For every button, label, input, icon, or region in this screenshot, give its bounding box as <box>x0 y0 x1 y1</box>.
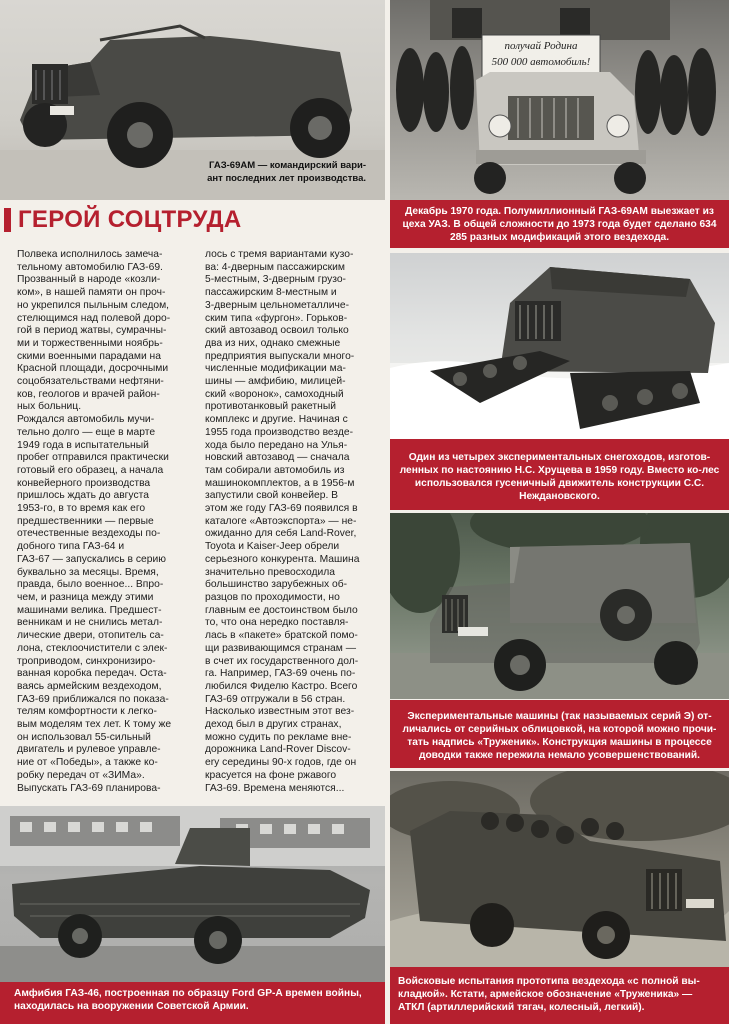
article-column-2: лось с тремя вариантами кузо- ва: 4-дверным пассажирским 5-местным, 3-дверным грузо- пассажирским 8-местным и 3-дверным цельнометалличе- ским типа «фургон». Горьков- ский автозавод освоил только два из них, однако смежные предприятия выпускали много- численные модификации ма- шины — амфибию, милицей- ский «воронок», самоходный противотанковый ракетный комплекс и другие. Начиная с 1955 года производство везде- хода было передано на Улья- новский автозавод — сначала там собирали автомобиль из машинокомплектов, а в 1956-м запустили свой конвейер. В этом же году ГАЗ-69 появился в каталоге «Автоэкспорта» — не- ожиданно для себя Land-Rover, Toyota и Kaiser-Jeep обрели серьезного конкурента. Машина значительно превосходила большинство зарубежных об- разцов по проходимости, но главным ее достоинством было то, что она нередко поставля- лась в «пакете» братской помо- щи развивающимся странам — в счет их государственного дол- га. Например, ГАЗ-69 очень по- любился Фиделю Кастро. Всего ГАЗ-69 отгружали в 56 стран. Насколько известным этот вез- деход был в других странах, можно судить по рекламе вне- дорожника Land-Rover Discov- ery середины 90-х годов, где он красуется на фоне ржавого ГАЗ-69. Времена меняются... <box>205 249 360 794</box>
photo-snowmobile <box>390 253 729 439</box>
amphibian-illustration <box>0 806 385 982</box>
photo-amphibian <box>0 806 385 982</box>
banner-line-1: получай Родина <box>504 40 578 52</box>
article-headline <box>4 206 384 236</box>
snowmobile-illustration <box>390 253 729 439</box>
caption-military-trials: Войсковые испытания прототипа вездехода «с полной вы-кладкой». Кстати, армейское обозначение «Труженика» — АТКЛ (артиллерийский тягач, колесный, легкий). <box>390 967 729 1024</box>
military-trials-illustration <box>390 771 729 967</box>
photo-december-1970 <box>390 0 729 200</box>
caption-experimental: Экспериментальные машины (так называемых серий Э) от-личались от серийных облицовкой, на которой можно прочи-тать надпись «Труженик». Конструкция машины в процессе доводки также пережила немало усовершенствований. <box>390 700 729 768</box>
caption-snowmobile: Один из четырех экспериментальных снегоходов, изготов-ленных по настоянию Н.С. Хрущева в 1959 году. Вместо ко-лес использовался гусеничный движитель конструкции С.С. Неждановского. <box>390 439 729 510</box>
caption-december-1970: Декабрь 1970 года. Полумиллионный ГАЗ-69АМ выезжает из цеха УАЗ. В общей сложности до 1973 года будет сделано 634 285 разных модификаций этого вездехода. <box>390 200 729 248</box>
article-title: ГЕРОЙ СОЦТРУДА <box>18 206 242 233</box>
article-column-1: Полвека исполнилось замеча- тельному автомобилю ГАЗ-69. Прозванный в народе «козли- ком», в нашей памяти он проч- но укрепился пыльным следом, стелющимся над полевой доро- гой в период жатвы, сумрачны- ми и торжественными ноябрь- скими военными парадами на Красной площади, досрочными соцобязательствами нефтяни- ков, геологов и врачей район- ных больниц. Рождался автомобиль мучи- тельно долго — еще в марте 1949 года в испытательный пробег отправился практически готовый его образец, а начала конвейерного производства пришлось ждать до августа 1953-го, в то время как его предшественники — первые отечественные вездеходы по- добного типа ГАЗ-64 и ГАЗ-67 — запускались в серию буквально за месяцы. Время, правда, было военное... Впро- чем, и разница между этими машинами велика. Предшест- венникам и не снились метал- лические двери, отопитель са- лона, стеклоочистители с элек- троприводом, синхронизиро- ванная коробка передач. Оста- ваясь армейским вездеходом, ГАЗ-69 приближался по показа- телям комфортности к легко- вым моделям тех лет. К тому же он использовал 55-сильный двигатель и рулевое управле- ние от «Победы», а также ко- робку передач от «ЗИМа». Выпускать ГАЗ-69 планирова- <box>17 249 172 794</box>
experimental-vehicle-illustration <box>390 513 729 699</box>
banner-text <box>484 38 598 70</box>
photo-experimental <box>390 513 729 699</box>
factory-rollout-illustration <box>390 0 729 200</box>
banner-line-2: 500 000 автомобиль! <box>491 56 591 68</box>
headline-accent-bar <box>4 208 11 232</box>
caption-gaz69am: ГАЗ-69АМ — командирский вари- ант последних лет производства. <box>207 160 366 184</box>
photo-military-trials <box>390 771 729 967</box>
caption-amphibian: Амфибия ГАЗ-46, построенная по образцу Ford GP-A времен войны, находилась на вооружении Советской Армии. <box>0 982 385 1024</box>
